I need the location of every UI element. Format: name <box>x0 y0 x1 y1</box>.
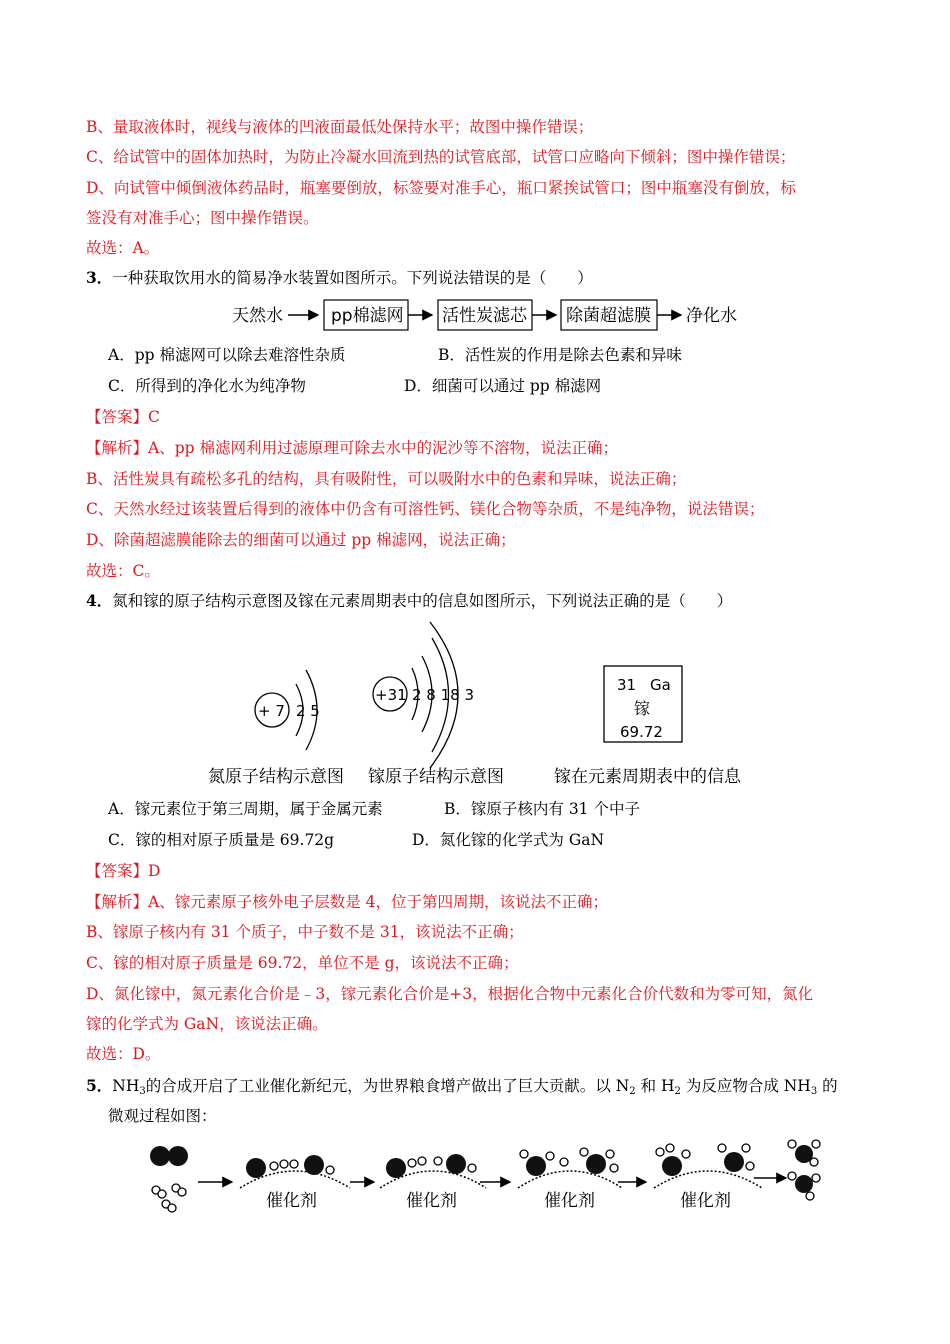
q3-analysis-c: C、天然水经过该装置后得到的液体中仍含有可溶性钙、镁化合物等杂质，不是纯净物，说法错误； <box>86 500 765 518</box>
q3-analysis-a <box>86 438 618 458</box>
q4-option-c: C．镓的相对原子质量是 69.72g <box>108 831 335 849</box>
ga-diagram-label: 镓原子结构示意图 <box>368 767 504 787</box>
q4-option-d: D．氮化镓的化学式为 GaN <box>412 831 605 849</box>
h-atom <box>742 1144 750 1152</box>
n-atom <box>386 1158 406 1178</box>
prev-analysis-d-line1: D、向试管中倾倒液体药品时，瓶塞要倒放，标签要对准手心，瓶口紧挨试管口；图中瓶塞没有倒放，标 <box>86 179 796 197</box>
ga-cell-symbol: Ga <box>650 676 671 694</box>
ga-cell-label: 镓在元素周期表中的信息 <box>554 767 741 787</box>
h-atom <box>746 1162 754 1170</box>
catalyst-label: 催化剂 <box>544 1191 595 1211</box>
nh3-h-atom <box>806 1192 814 1200</box>
n-diagram-label: 氮原子结构示意图 <box>208 767 344 787</box>
nh3-h-atom <box>810 1158 818 1166</box>
nh3-h-atom <box>788 1172 796 1180</box>
h-atom <box>546 1152 554 1160</box>
catalyst-label: 催化剂 <box>406 1191 457 1211</box>
q5-stem-part: 和 H <box>635 1077 675 1095</box>
q3-option-c: C．所得到的净化水为纯净物 <box>108 377 306 395</box>
h2-atom <box>178 1188 186 1196</box>
h-atom <box>408 1159 416 1167</box>
n-atom <box>246 1158 266 1178</box>
q3-answer: 【答案】C <box>86 408 160 426</box>
ga-nucleus-charge: +31 <box>375 686 407 704</box>
q5-subscript: 2 <box>629 1086 636 1097</box>
n-electrons: 2 5 <box>296 702 320 720</box>
q4-stem <box>86 591 732 611</box>
n-atom <box>304 1155 324 1175</box>
q4-stem-text: 氮和镓的原子结构示意图及镓在元素周期表中的信息如图所示，下列说法正确的是（ ） <box>112 592 733 610</box>
prev-analysis-c: C、给试管中的固体加热时，为防止冷凝水回流到热的试管底部，试管口应略向下倾斜；图中操作错误； <box>86 148 796 166</box>
q5-stem-line2: 微观过程如图： <box>108 1107 217 1125</box>
h-atom <box>434 1157 442 1165</box>
q3-analysis-d: D、除菌超滤膜能除去的细菌可以通过 pp 棉滤网，说法正确； <box>86 531 516 549</box>
h-atom <box>280 1160 288 1168</box>
nh3-h-atom <box>812 1140 820 1148</box>
h2-atom <box>158 1190 166 1198</box>
nh3-h-atom <box>788 1140 796 1148</box>
h-atom <box>520 1150 528 1158</box>
q3-analysis-tag: 【解析】 <box>86 439 149 457</box>
q5-synthesis-svg <box>140 1132 840 1222</box>
q3-diagram-end: 净化水 <box>686 306 737 326</box>
q3-option-b: B．活性炭的作用是除去色素和异味 <box>438 346 682 364</box>
q4-analysis-tag: 【解析】 <box>86 893 149 911</box>
h-atom <box>718 1144 726 1152</box>
q3-filter-diagram <box>228 296 748 336</box>
q3-stem <box>86 268 593 288</box>
q4-answer: 【答案】D <box>86 862 161 880</box>
q4-figure-svg <box>200 618 760 793</box>
q5-synthesis-figure <box>140 1132 840 1222</box>
catalyst-label: 催化剂 <box>680 1191 731 1211</box>
q4-analysis-a <box>86 892 608 912</box>
q3-box-membrane-label: 除菌超滤膜 <box>566 306 651 326</box>
prev-analysis-d-line2: 签没有对准手心；图中操作错误。 <box>86 209 319 227</box>
n-atom <box>724 1152 744 1172</box>
q3-filter-diagram-svg <box>228 296 748 336</box>
q5-stem-part: 的 <box>817 1077 838 1095</box>
q5-stem-part: 为反应物合成 NH <box>680 1077 811 1095</box>
h-atom <box>326 1166 334 1174</box>
n2-atom <box>168 1146 188 1166</box>
q3-option-d: D．细菌可以通过 pp 棉滤网 <box>404 377 602 395</box>
h-atom <box>580 1148 588 1156</box>
nh3-n-atom <box>795 1175 813 1193</box>
q3-option-a: A．pp 棉滤网可以除去难溶性杂质 <box>108 346 346 364</box>
q3-box-carbon-label: 活性炭滤芯 <box>442 306 527 326</box>
catalyst-label: 催化剂 <box>266 1191 317 1211</box>
h-atom <box>290 1160 298 1168</box>
q5-stem-part: 的合成开启了工业催化新纪元，为世界粮食增产做出了巨大贡献。以 N <box>145 1077 630 1095</box>
q3-select: 故选：C。 <box>86 562 160 580</box>
q5-subscript: 3 <box>810 1086 818 1097</box>
q5-subscript: 3 <box>139 1086 146 1097</box>
h-atom <box>270 1162 278 1170</box>
prev-select: 故选：A。 <box>86 239 160 257</box>
n-atom <box>526 1156 546 1176</box>
q3-number: 3． <box>86 268 113 287</box>
h-atom <box>656 1148 664 1156</box>
h-atom <box>560 1158 568 1166</box>
q5-stem <box>86 1076 838 1102</box>
q4-number: 4． <box>86 591 113 610</box>
n2-atom <box>150 1146 170 1166</box>
q4-select: 故选：D。 <box>86 1045 161 1063</box>
ga-cell-mass: 69.72 <box>620 723 663 741</box>
ga-cell-name: 镓 <box>634 699 651 718</box>
n-nucleus-charge: + 7 <box>258 702 285 720</box>
q5-number: 5． <box>86 1076 113 1095</box>
h2-atom <box>168 1204 176 1212</box>
q4-analysis-b: B、镓原子核内有 31 个质子，中子数不是 31，该说法不正确； <box>86 923 524 941</box>
h-atom <box>682 1150 690 1158</box>
h-atom <box>468 1164 476 1172</box>
q3-diagram-start: 天然水 <box>232 306 283 326</box>
ga-cell-number: 31 <box>617 676 637 694</box>
q4-analysis-d-line1: D、氮化镓中，氮元素化合价是﹣3，镓元素化合价是+3，根据化合物中元素化合价代数和为零可知，氮化 <box>86 985 814 1003</box>
nh3-h-atom <box>812 1174 820 1182</box>
q4-option-b: B．镓原子核内有 31 个中子 <box>444 800 640 818</box>
q4-figure <box>200 618 760 793</box>
q4-analysis-d-line2: 镓的化学式为 GaN，该说法正确。 <box>86 1015 328 1033</box>
h-atom <box>610 1164 618 1172</box>
q5-stem-part: NH <box>112 1077 140 1095</box>
h-atom <box>606 1150 614 1158</box>
ga-electrons: 2 8 18 3 <box>412 686 475 704</box>
q3-stem-text: 一种获取饮用水的简易净水装置如图所示。下列说法错误的是（ ） <box>112 269 593 287</box>
h-atom <box>666 1144 674 1152</box>
q4-option-a: A．镓元素位于第三周期，属于金属元素 <box>108 800 383 818</box>
q4-analysis-c: C、镓的相对原子质量是 69.72，单位不是 g，该说法不正确； <box>86 954 519 972</box>
q3-box-pp-label: pp棉滤网 <box>331 306 404 326</box>
q3-analysis-a-text: A、pp 棉滤网利用过滤原理可除去水中的泥沙等不溶物，说法正确； <box>148 439 618 457</box>
prev-analysis-b: B、量取液体时，视线与液体的凹液面最低处保持水平；故图中操作错误； <box>86 118 594 136</box>
q3-analysis-b: B、活性炭具有疏松多孔的结构，具有吸附性，可以吸附水中的色素和异味，说法正确； <box>86 470 687 488</box>
n-atom <box>662 1156 682 1176</box>
q4-analysis-a-text: A、镓元素原子核外电子层数是 4，位于第四周期，该说法不正确； <box>148 893 608 911</box>
h-atom <box>418 1157 426 1165</box>
n-atom <box>586 1154 606 1174</box>
n-atom <box>446 1154 466 1174</box>
q5-subscript: 2 <box>674 1086 681 1097</box>
